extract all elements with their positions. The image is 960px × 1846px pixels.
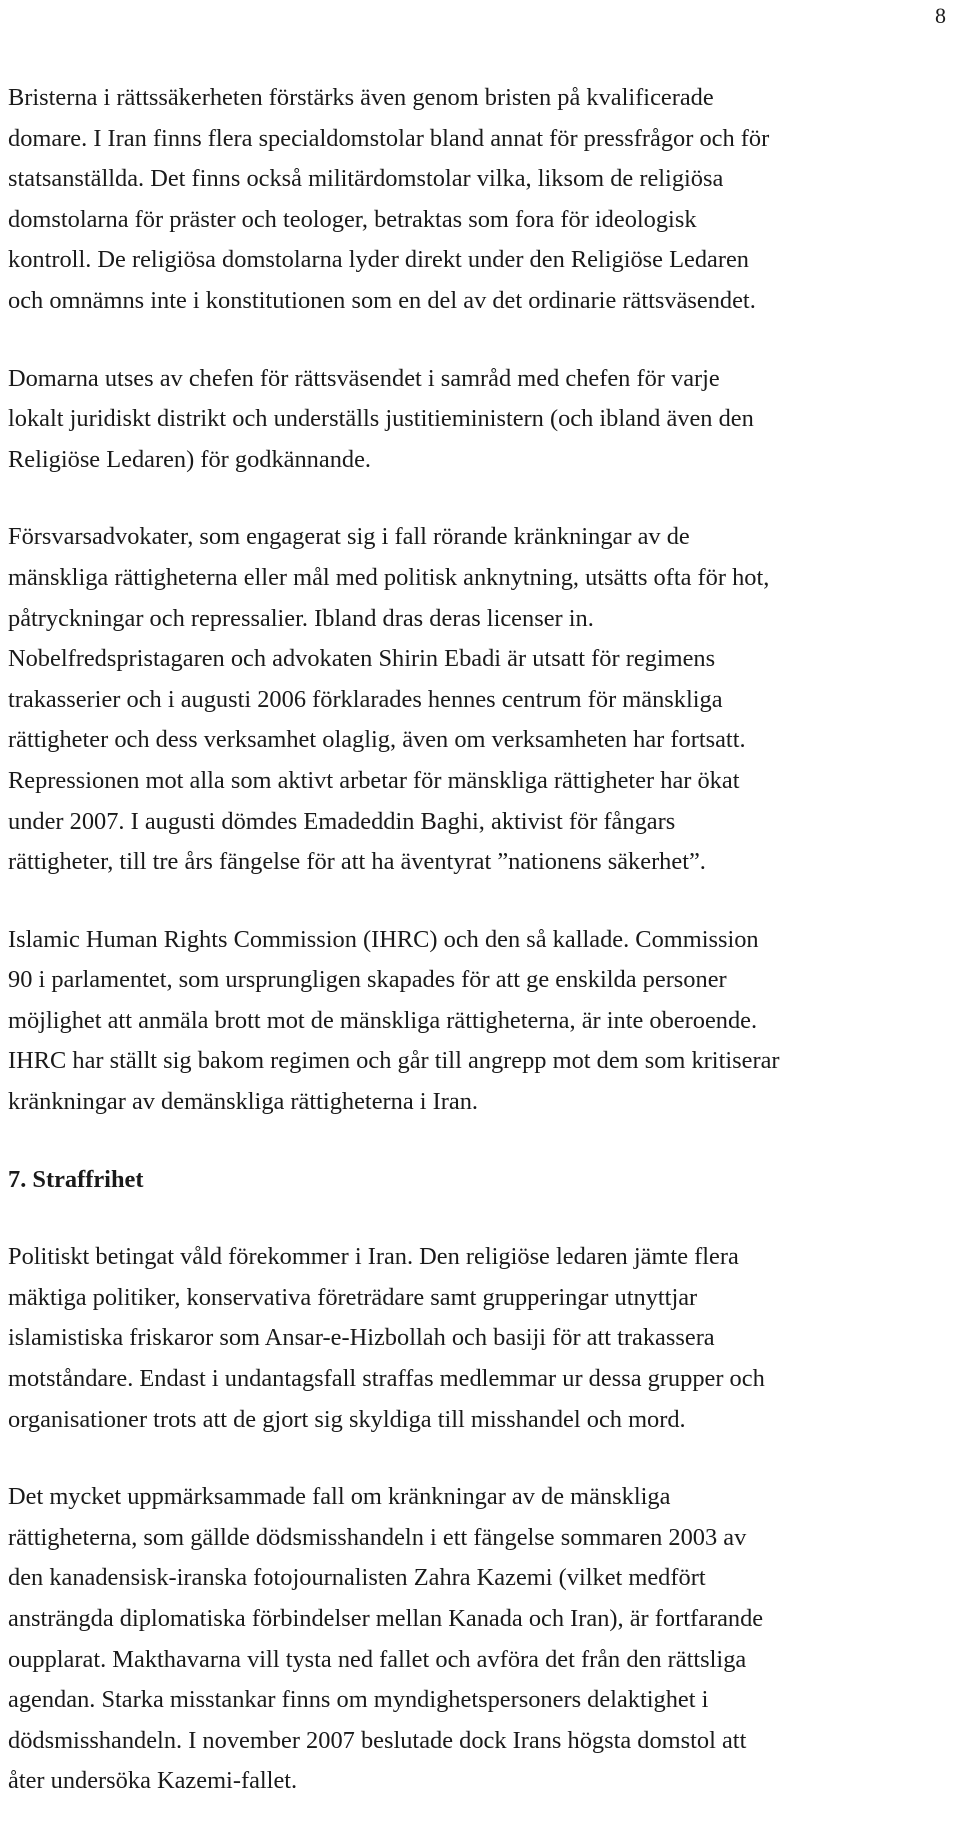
text-line: islamistiska friskaror som Ansar-e-Hizbollah och basiji för att trakassera [8, 1324, 715, 1352]
text-line: rättigheter, till tre års fängelse för att ha äventyrat ”nationens säkerhet”. [8, 848, 706, 876]
text-line: IHRC har ställt sig bakom regimen och går till angrepp mot dem som kritiserar [8, 1047, 780, 1075]
section-heading: 7. Straffrihet [8, 1165, 144, 1193]
text-line: statsanställda. Det finns också militärdomstolar vilka, liksom de religiösa [8, 165, 724, 193]
text-line: oupplarat. Makthavarna vill tysta ned fallet och avföra det från den rättsliga [8, 1645, 747, 1673]
text-line: lokalt juridiskt distrikt och underställs justitieministern (och ibland även den [8, 405, 754, 433]
text-line: Domarna utses av chefen för rättsväsendet i samråd med chefen för varje [8, 364, 720, 392]
text-line: Nobelfredspristagaren och advokaten Shirin Ebadi är utsatt för regimens [8, 645, 716, 673]
text-line: och omnämns inte i konstitutionen som en del av det ordinarie rättsväsendet. [8, 286, 756, 314]
text-line: ansträngda diplomatiska förbindelser mellan Kanada och Iran), är fortfarande [8, 1605, 764, 1632]
paragraph-violence [8, 1237, 954, 1440]
text-line: möjlighet att anmäla brott mot de mänskliga rättigheterna, är inte oberoende. [8, 1006, 758, 1034]
text-line: Det mycket uppmärksammade fall om kränkningar av de mänskliga [8, 1483, 671, 1511]
text-line: åter undersöka Kazemi-fallet. [8, 1767, 298, 1795]
text-line: kränkningar av demänskliga rättigheterna i Iran. [8, 1088, 479, 1116]
text-line: dödsmisshandeln. I november 2007 beslutade dock Irans högsta domstol att [8, 1726, 747, 1754]
paragraph-kazemi [8, 1477, 954, 1802]
page-number: 8 [935, 3, 946, 28]
text-line: trakasserier och i augusti 2006 förklarades hennes centrum för mänskliga [8, 685, 723, 713]
text-line: agendan. Starka misstankar finns om myndighetspersoners delaktighet i [8, 1686, 709, 1714]
text-line: den kanadensisk-iranska fotojournalisten Zahra Kazemi (vilket medfört [8, 1564, 706, 1592]
text-line: Politiskt betingat våld förekommer i Iran. Den religiöse ledaren jämte flera [8, 1243, 739, 1271]
text-line: domare. I Iran finns flera specialdomstolar bland annat för pressfrågor och för [8, 124, 770, 152]
text-line: Bristerna i rättssäkerheten förstärks även genom bristen på kvalificerade [8, 84, 714, 111]
text-line: Försvarsadvokater, som engagerat sig i fall rörande kränkningar av de [8, 523, 690, 551]
text-line: påtryckningar och repressalier. Ibland dras deras licenser in. [8, 604, 594, 632]
paragraph-judges [8, 359, 954, 481]
paragraph-courts [8, 78, 954, 322]
text-line: rättigheter och dess verksamhet olaglig, även om verksamheten har fortsatt. [8, 726, 746, 754]
text-line: mänskliga rättigheterna eller mål med politisk anknytning, utsätts ofta för hot, [8, 563, 770, 591]
document-body [8, 78, 954, 1802]
text-line: 90 i parlamentet, som ursprungligen skapades för att ge enskilda personer [8, 966, 727, 994]
text-line: organisationer trots att de gjort sig skyldiga till misshandel och mord. [8, 1405, 686, 1433]
text-line: motståndare. Endast i undantagsfall straffas medlemmar ur dessa grupper och [8, 1365, 765, 1393]
text-line: mäktiga politiker, konservativa företrädare samt grupperingar utnyttjar [8, 1283, 698, 1311]
text-line: rättigheterna, som gällde dödsmisshandeln i ett fängelse sommaren 2003 av [8, 1523, 747, 1551]
paragraph-defense-lawyers [8, 517, 954, 882]
text-line: kontroll. De religiösa domstolarna lyder direkt under den Religiöse Ledaren [8, 246, 749, 274]
text-line: Repressionen mot alla som aktivt arbetar för mänskliga rättigheter har ökat [8, 766, 740, 794]
text-line: domstolarna för präster och teologer, betraktas som fora för ideologisk [8, 205, 697, 233]
paragraph-ihrc [8, 920, 954, 1123]
text-line: Islamic Human Rights Commission (IHRC) och den så kallade. Commission [8, 925, 759, 953]
text-line: under 2007. I augusti dömdes Emadeddin Baghi, aktivist för fångars [8, 807, 676, 835]
text-line: Religiöse Ledaren) för godkännande. [8, 445, 372, 473]
